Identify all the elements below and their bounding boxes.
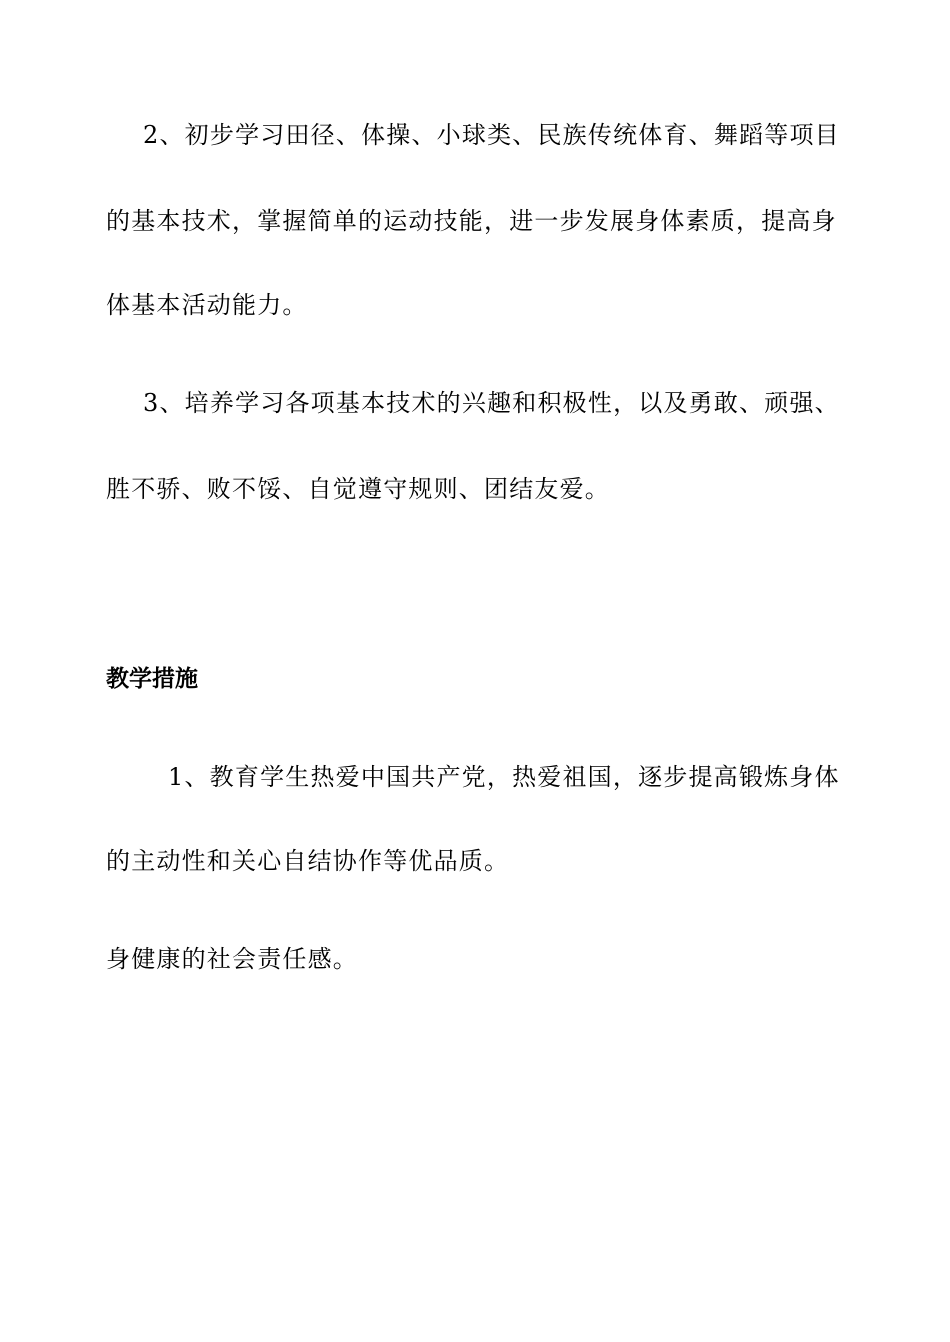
paragraph-line: 3、培养学习各项基本技术的兴趣和积极性，以及勇敢、顽强、 <box>143 389 840 417</box>
section-heading: 教学措施 <box>106 666 198 692</box>
paragraph-line: 1、教育学生热爱中国共产党，热爱祖国，逐步提高锻炼身体 <box>168 763 840 791</box>
paragraph-line: 2、初步学习田径、体操、小球类、民族传统体育、舞蹈等项目 <box>143 121 840 149</box>
paragraph-line: 体基本活动能力。 <box>106 291 308 319</box>
paragraph-line: 的基本技术，掌握简单的运动技能，进一步发展身体素质，提高身 <box>106 207 837 235</box>
paragraph-line: 胜不骄、败不馁、自觉遵守规则、团结友爱。 <box>106 475 610 503</box>
paragraph-line: 的主动性和关心自结协作等优品质。 <box>106 847 510 875</box>
paragraph-fragment: 身健康的社会责任感。 <box>106 945 358 973</box>
